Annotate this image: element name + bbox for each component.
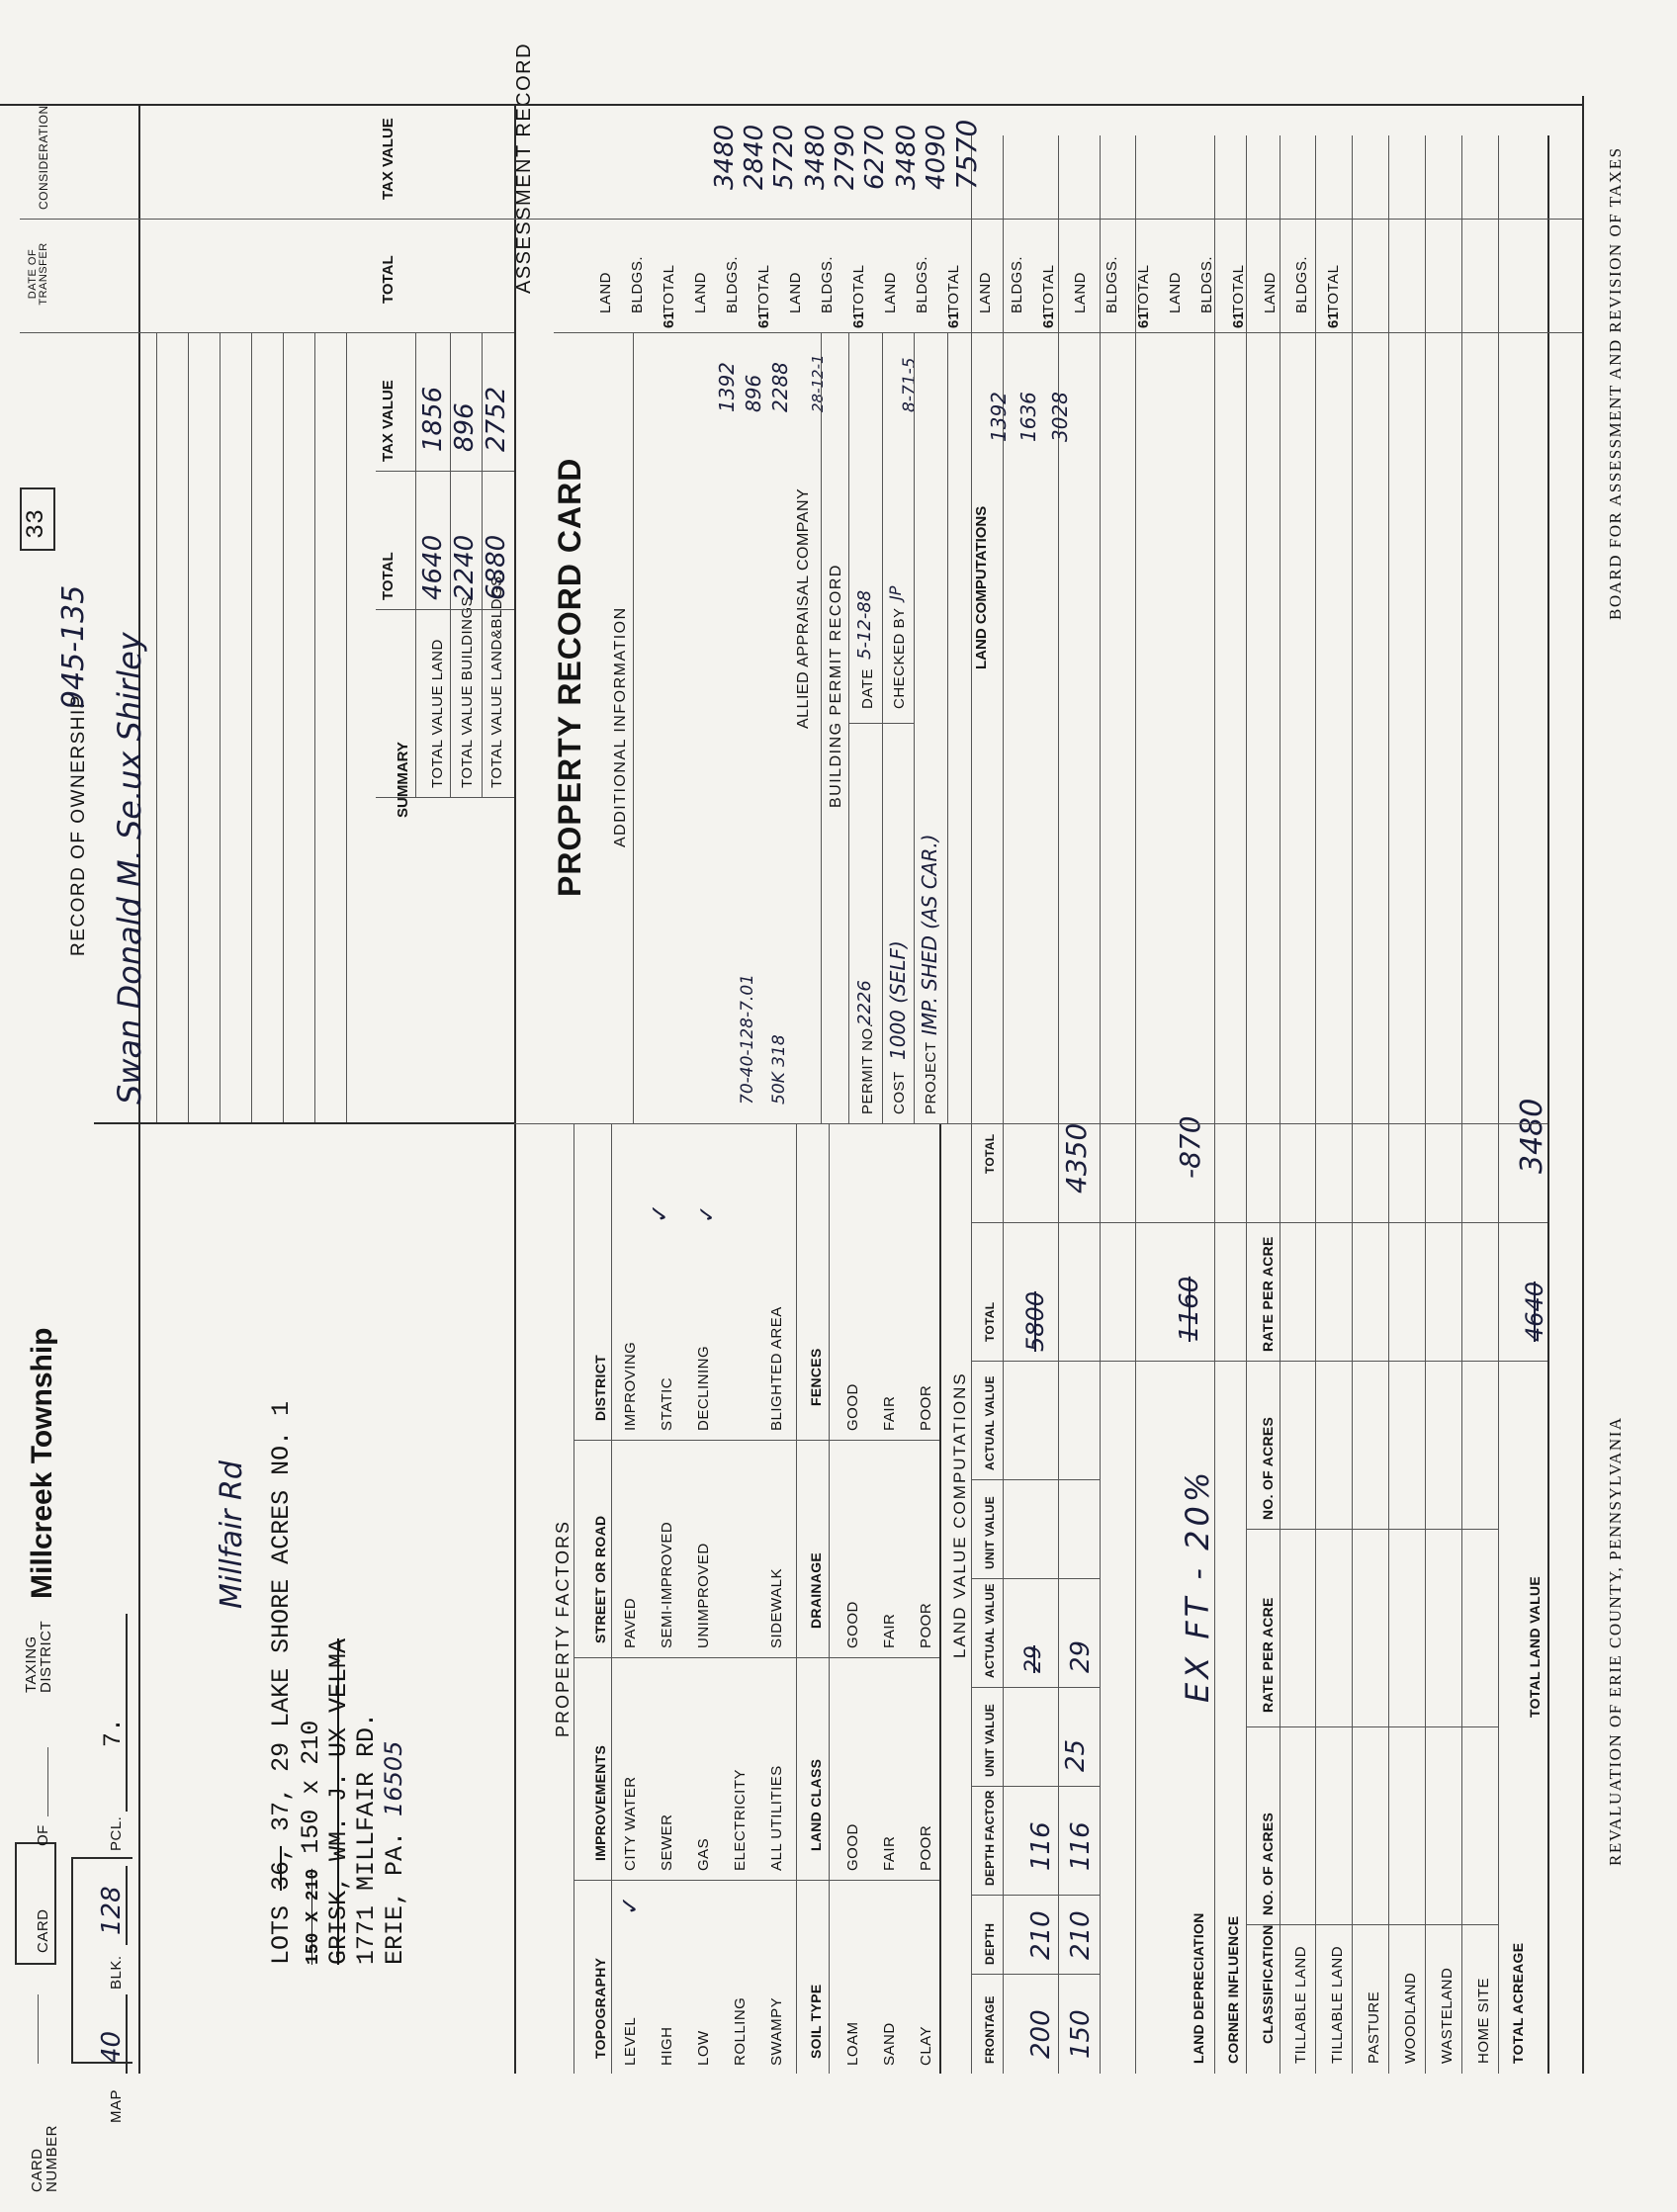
factors-col-rule [574, 1657, 939, 1658]
acre-col-rule [1246, 1529, 1498, 1530]
blank-line [38, 1994, 39, 2064]
city: ERIE, PA. [381, 1830, 409, 1965]
dimension-line [299, 1721, 323, 1965]
street-sidewalk: SIDEWALK [768, 1568, 785, 1648]
improvement-all-utilities: ALL UTILITIES [768, 1765, 785, 1871]
soil-header: SOIL TYPE [808, 1984, 824, 2059]
total-land-value-old: 4640 [1521, 1281, 1548, 1342]
map-label: MAP [108, 2088, 125, 2123]
assess-land-1: LAND [597, 271, 614, 313]
assessment-col-rule [376, 219, 1582, 220]
land-col-rule [971, 1974, 1100, 1975]
summary-col-tax: TAX VALUE [380, 380, 397, 462]
additional-note-1: 70-40-128-7.01 [738, 974, 757, 1105]
assess-value-6: 6270 [860, 124, 890, 190]
record-card-rule [947, 333, 948, 1124]
col-unit-value-2: UNIT VALUE [983, 1495, 997, 1569]
record-card-rule [821, 333, 822, 1124]
lots-prefix: LOTS [267, 1904, 296, 1965]
checked-by-value: JP [886, 585, 905, 600]
assess-bldgs-7: BLDGS. [1198, 255, 1215, 313]
assess-value-7: 3480 [892, 124, 922, 190]
taxing-district-label: TAXING DISTRICT [23, 1620, 54, 1693]
summary-col-rule [376, 609, 514, 610]
district-static: STATIC [659, 1376, 675, 1431]
assessment-col-rule [554, 332, 1582, 333]
summary-buildings-total: 2240 [450, 534, 480, 600]
footer-left: REVALUATION OF ERIE COUNTY, PENNSYLVANIA [1606, 1416, 1625, 1866]
record-card-rule [633, 333, 634, 1124]
topo-high: HIGH [659, 2026, 675, 2066]
owner-name: Swan Donald M. Se.ux Shirley [111, 632, 148, 1105]
assess-land-5: LAND [977, 271, 994, 313]
previous-owner: GRISK, WM. J. UX VELMA [324, 1637, 353, 1965]
assess-total-5: TOTAL [1040, 264, 1057, 313]
fences-poor: POOR [918, 1384, 934, 1431]
land-col-rule [514, 1123, 1547, 1124]
ownership-number: 945-135 [56, 584, 91, 709]
ownership-row-rule [156, 333, 157, 1124]
year-code-8: 61 [1325, 311, 1342, 328]
assess-value-3: 5720 [769, 124, 799, 190]
assess-side-note-3: 2288 [768, 362, 792, 412]
col-frontage: FRONTAGE [983, 1995, 997, 2064]
acre-row-rule [1461, 135, 1462, 2074]
permit-date-label: DATE [859, 668, 876, 709]
appraisal-company: ALLIED APPRAISAL COMPANY [795, 487, 812, 729]
acre-col-rule [1246, 1361, 1498, 1362]
year-code-3: 61 [850, 311, 867, 328]
col-unit-value-1: UNIT VALUE [983, 1703, 997, 1777]
assessment-col-tax: TAX VALUE [380, 118, 397, 200]
assess-bldgs-8: BLDGS. [1293, 255, 1310, 313]
fences-fair: FAIR [881, 1395, 898, 1431]
blk-value: 128 [97, 1886, 127, 1935]
assess-value-2: 2840 [740, 124, 769, 190]
street-paved: PAVED [622, 1597, 639, 1648]
summary-rule [415, 333, 416, 798]
land-class-poor: POOR [918, 1824, 934, 1871]
land-col-rule [971, 1578, 1100, 1579]
fences-header: FENCES [808, 1348, 824, 1406]
computation-3: 3028 [1048, 392, 1072, 442]
row1-frontage: 200 [1026, 2009, 1056, 2059]
factors-rule [611, 1124, 612, 2074]
assess-land-2: LAND [692, 271, 709, 313]
summary-land-total: 4640 [418, 534, 448, 600]
right-edge-rule [0, 104, 1582, 106]
col-date-transfer: DATE OF TRANSFER [27, 242, 49, 306]
lots-struck: 36, [267, 1845, 296, 1891]
acre-row-rule [1498, 135, 1499, 2074]
year-code-5: 61 [1040, 311, 1057, 328]
summary-row-land: TOTAL VALUE LAND [429, 639, 446, 788]
class-wasteland: WASTELAND [1439, 1967, 1456, 2064]
factors-title: PROPERTY FACTORS [553, 1519, 573, 1737]
footer-rule [1582, 96, 1584, 2074]
acre-row-rule [1425, 135, 1426, 2074]
lots-rest: 37, 29 LAKE SHORE ACRES NO. 1 [267, 1400, 296, 1831]
ownership-title: RECORD OF OWNERSHIP [68, 694, 89, 956]
summary-rule [450, 333, 451, 798]
factors-top-rule [514, 1124, 516, 2074]
soil-loam: LOAM [844, 2021, 861, 2066]
corner-number: 33 [22, 508, 50, 539]
assess-bldgs-1: BLDGS. [629, 255, 646, 313]
handwritten-address: Millfair Rd [215, 1460, 249, 1609]
computation-2: 1636 [1016, 392, 1040, 442]
acre-col-acres-2: NO. OF ACRES [1260, 1416, 1276, 1520]
of-label: OF [35, 1824, 51, 1846]
total-land-value-label: TOTAL LAND VALUE [1527, 1576, 1543, 1718]
drainage-poor: POOR [918, 1602, 934, 1648]
district-improving: IMPROVING [622, 1341, 639, 1431]
assess-value-9: 7570 [950, 119, 983, 190]
zip: 16505 [380, 1740, 407, 1816]
year-code-1: 61 [661, 311, 677, 328]
year-code-7: 61 [1230, 311, 1247, 328]
land-col-rule [971, 1687, 1100, 1688]
land-value-rule [1135, 135, 1136, 2074]
acre-col-rule [1246, 1924, 1498, 1925]
land-col-rule [971, 1479, 1100, 1480]
land-value-rule [1246, 135, 1247, 2074]
summary-col-rule [376, 797, 514, 798]
drainage-good: GOOD [844, 1601, 861, 1648]
year-code-4: 61 [945, 311, 962, 328]
depreciation-new: -870 [1174, 1115, 1206, 1179]
lots-description [269, 1401, 294, 1965]
permit-value: 2226 [854, 980, 875, 1025]
acre-col-rate-1: RATE PER ACRE [1260, 1597, 1276, 1713]
assess-total-4: TOTAL [945, 264, 962, 313]
land-col-rule [971, 1895, 1100, 1896]
ownership-row-rule [251, 333, 252, 1124]
assess-total-1: TOTAL [661, 264, 677, 313]
card-number-label: CARD NUMBER [29, 2124, 60, 2192]
summary-col-rule [376, 471, 514, 472]
row2-actual: 29 [1066, 1639, 1096, 1673]
street-unimproved: UNIMPROVED [695, 1543, 712, 1648]
row2-unit: 25 [1061, 1738, 1091, 1772]
permit-date-value: 5-12-88 [854, 589, 875, 660]
dimension: 150 x 210 [297, 1720, 325, 1854]
static-checkmark-icon: ✓ [646, 1202, 673, 1223]
assess-land-8: LAND [1262, 271, 1279, 313]
year-code-6: 61 [1135, 311, 1152, 328]
total-acreage-label: TOTAL ACREAGE [1510, 1942, 1526, 2064]
pcl-label: PCL. [108, 1815, 125, 1851]
drainage-fair: FAIR [881, 1613, 898, 1648]
col-depth: DEPTH [983, 1922, 997, 1965]
total-land-value-new: 3480 [1515, 1098, 1549, 1174]
improvements-header: IMPROVEMENTS [592, 1744, 608, 1861]
assess-land-3: LAND [787, 271, 804, 313]
summary-combined-tax: 2752 [482, 386, 511, 452]
district-header: DISTRICT [592, 1355, 608, 1421]
topo-swampy: SWAMPY [768, 1996, 785, 2066]
assess-total-8: TOTAL [1325, 264, 1342, 313]
footer-right: BOARD FOR ASSESSMENT AND REVISION OF TAXES [1606, 146, 1625, 620]
blank-line [47, 1747, 48, 1816]
topo-level: LEVEL [622, 2016, 639, 2066]
assess-value-5: 2790 [831, 124, 860, 190]
row2-depth: 210 [1066, 1910, 1096, 1960]
topo-rolling: ROLLING [732, 1996, 749, 2066]
summary-row-total: TOTAL VALUE LAND&BLDGS. [488, 571, 505, 788]
factors-bottom-rule [939, 1124, 941, 2074]
permit-record-title: BUILDING PERMIT RECORD [828, 564, 844, 808]
ownership-left-rule [94, 1122, 514, 1124]
row1-depth: 210 [1026, 1910, 1056, 1960]
land-class-good: GOOD [844, 1823, 861, 1871]
dimension-struck: 150 X 210 [304, 1868, 323, 1965]
acre-row-rule [1388, 135, 1389, 2074]
summary-combined-total: 6880 [482, 534, 511, 600]
year-code-2: 61 [755, 311, 772, 328]
ownership-col-rule [20, 332, 514, 333]
street-semi-improved: SEMI-IMPROVED [659, 1521, 675, 1648]
record-card-title: PROPERTY RECORD CARD [552, 457, 587, 897]
assess-land-4: LAND [882, 271, 899, 313]
summary-title: SUMMARY [395, 742, 411, 818]
drainage-header: DRAINAGE [808, 1551, 824, 1629]
land-class-fair: FAIR [881, 1835, 898, 1871]
checked-by-label: CHECKED BY [891, 607, 908, 709]
owner-city [382, 1741, 407, 1965]
ownership-row-rule [188, 333, 189, 1124]
summary-buildings-tax: 896 [450, 402, 480, 452]
factors-rule [829, 1124, 830, 2074]
factors-col-rule [574, 1440, 939, 1441]
corner-influence-label: CORNER INFLUENCE [1225, 1915, 1241, 2064]
col-total-2: TOTAL [983, 1133, 997, 1174]
land-computations-label: LAND COMPUTATIONS [973, 505, 990, 669]
cost-label: COST [891, 1071, 908, 1114]
assess-bldgs-6: BLDGS. [1103, 255, 1120, 313]
record-card-rule [848, 333, 849, 1124]
class-home-site: HOME SITE [1475, 1977, 1492, 2064]
project-value: IMP. SHED (AS CAR.) [918, 834, 941, 1035]
acre-col-rate-2: RATE PER ACRE [1260, 1236, 1276, 1352]
ownership-row-rule [220, 333, 221, 1124]
class-tillable-1: TILLABLE LAND [1292, 1945, 1309, 2064]
land-class-header: LAND CLASS [808, 1758, 824, 1851]
improvement-sewer: SEWER [659, 1814, 675, 1871]
assess-total-3: TOTAL [850, 264, 867, 313]
row2-frontage: 150 [1066, 2009, 1096, 2059]
ownership-row-rule [346, 333, 347, 1124]
land-col-rule [971, 1786, 1100, 1787]
factors-rule [796, 1124, 797, 2074]
land-col-rule [971, 1222, 1547, 1223]
assess-total-7: TOTAL [1230, 264, 1247, 313]
depreciation-old: 1160 [1175, 1276, 1204, 1342]
row2-factor: 116 [1066, 1821, 1096, 1871]
soil-clay: CLAY [918, 2025, 934, 2066]
class-pasture: PASTURE [1366, 1991, 1382, 2064]
summary-row-buildings: TOTAL VALUE BUILDINGS [459, 595, 476, 788]
summary-land-tax: 1856 [418, 386, 448, 452]
permit-label: PERMIT NO. [859, 1022, 876, 1114]
pcl-line [126, 1614, 128, 1812]
row1-factor: 116 [1026, 1821, 1056, 1871]
col-consideration: CONSIDERATION [37, 105, 50, 210]
assess-date-1: 28-12-1 [809, 354, 827, 412]
row1-actual: 29 [1021, 1645, 1046, 1673]
land-value-rule [1214, 135, 1215, 2074]
ownership-row-rule [314, 333, 315, 1124]
map-value: 40 [97, 2030, 127, 2064]
ownership-row-rule [283, 333, 284, 1124]
land-value-title: LAND VALUE COMPUTATIONS [950, 1371, 969, 1658]
land-value-bottom-rule [1547, 135, 1549, 2074]
summary-rule [482, 333, 483, 798]
assess-side-note-1: 1392 [715, 362, 739, 412]
blk-label: BLK. [108, 1955, 125, 1990]
land-value-rule [1100, 135, 1101, 2074]
cost-value: 1000 (SELF) [886, 940, 910, 1060]
row1-total: 4350 [1060, 1122, 1093, 1194]
land-value-rule [971, 135, 972, 2074]
additional-note-2: 50K 318 [769, 1034, 789, 1105]
district-blighted: BLIGHTED AREA [768, 1306, 785, 1431]
level-checkmark-icon: ✓ [616, 1895, 644, 1915]
acre-col-acres-1: NO. OF ACRES [1260, 1812, 1276, 1915]
computation-1: 1392 [987, 392, 1011, 442]
acre-row-rule [1315, 135, 1316, 2074]
permit-col-rule [848, 723, 914, 724]
pcl-value: 7. [99, 1717, 128, 1747]
card-label: CARD [35, 1908, 51, 1953]
township-name: Millcreek Township [26, 1327, 58, 1599]
assessment-title: ASSESSMENT RECORD [513, 42, 535, 294]
unimproved-checkmark-icon: ✓ [695, 1204, 720, 1223]
assess-side-note-2: 896 [742, 374, 765, 412]
assess-bldgs-4: BLDGS. [914, 255, 930, 313]
col-actual-value-1: ACTUAL VALUE [983, 1583, 997, 1678]
acre-row-rule [1352, 135, 1353, 2074]
row1-total-old: 5800 [1021, 1290, 1049, 1352]
fences-good: GOOD [844, 1383, 861, 1431]
improvement-gas: GAS [695, 1837, 712, 1871]
col-actual-value-2: ACTUAL VALUE [983, 1375, 997, 1470]
assess-land-7: LAND [1167, 271, 1184, 313]
depreciation-note: EX FT - 20% [1179, 1467, 1216, 1703]
soil-sand: SAND [881, 2022, 898, 2066]
district-declining: DECLINING [695, 1345, 712, 1431]
assess-date-2: 8-71-5 [900, 357, 920, 412]
project-label: PROJECT [923, 1041, 939, 1114]
assess-total-2: TOTAL [755, 264, 772, 313]
assess-value-1: 3480 [710, 124, 740, 190]
topo-low: LOW [695, 2030, 712, 2066]
street-header: STREET OR ROAD [592, 1515, 608, 1643]
topography-header: TOPOGRAPHY [592, 1957, 608, 2059]
assess-bldgs-3: BLDGS. [819, 255, 836, 313]
record-card-rule [882, 333, 883, 1124]
assess-land-6: LAND [1072, 271, 1089, 313]
factors-col-rule [574, 1880, 939, 1881]
assess-value-8: 4090 [922, 124, 951, 190]
summary-col-total: TOTAL [380, 552, 397, 600]
assess-bldgs-2: BLDGS. [724, 255, 741, 313]
acre-col-rule [1246, 1726, 1498, 1727]
class-tillable-2: TILLABLE LAND [1329, 1945, 1346, 2064]
acre-col-classification: CLASSIFICATION [1260, 1924, 1276, 2044]
record-card-rule [914, 333, 915, 1124]
assess-value-4: 3480 [801, 124, 831, 190]
assessment-col-total: TOTAL [380, 255, 397, 304]
class-woodland: WOODLAND [1402, 1972, 1419, 2064]
additional-info-label: ADDITIONAL INFORMATION [612, 606, 629, 847]
improvement-city-water: CITY WATER [622, 1776, 639, 1871]
land-depreciation-label: LAND DEPRECIATION [1191, 1912, 1206, 2064]
owner-street: 1771 MILLFAIR RD. [352, 1712, 381, 1965]
col-depth-factor: DEPTH FACTOR [983, 1790, 997, 1886]
col-total-1: TOTAL [983, 1301, 997, 1342]
assess-bldgs-5: BLDGS. [1009, 255, 1025, 313]
assess-total-6: TOTAL [1135, 264, 1152, 313]
improvement-electricity: ELECTRICITY [732, 1768, 749, 1871]
